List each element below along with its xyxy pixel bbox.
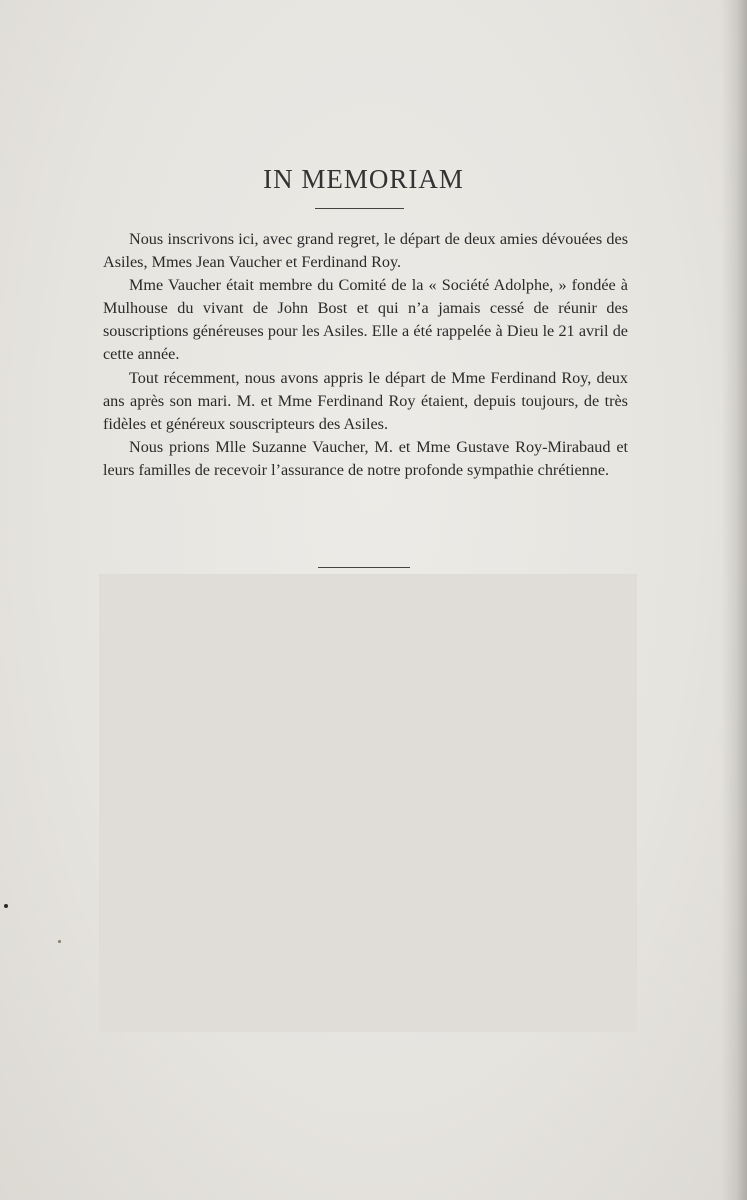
blank-image-area (99, 574, 637, 1032)
memoriam-text (103, 228, 628, 482)
paragraph-2: Mme Vaucher était membre du Comité de la « Société Adolphe, » fondée à Mulhouse du vivant de John Bost et qui n’a jamais cessé de réunir des souscriptions généreuses pour les Asiles. Elle a été rappelée à Dieu le 21 avril de cette année. (103, 276, 628, 364)
ink-speck (4, 904, 8, 908)
title-divider (315, 208, 404, 209)
paragraph-1: Nous inscrivons ici, avec grand regret, le départ de deux amies dévouées des Asiles, Mmes Jean Vaucher et Ferdinand Roy. (103, 230, 628, 272)
closing-divider (318, 567, 410, 568)
ink-speck (58, 940, 61, 943)
page-title: IN MEMORIAM (263, 164, 464, 194)
paragraph-4: Nous prions Mlle Suzanne Vaucher, M. et Mme Gustave Roy-Mirabaud et leurs familles de recevoir l’assurance de notre profonde sympathie chrétienne. (103, 437, 628, 479)
paragraph-3: Tout récemment, nous avons appris le départ de Mme Ferdinand Roy, deux ans après son mari. M. et Mme Ferdinand Roy étaient, depuis toujours, de très fidèles et généreux souscripteurs des Asiles. (103, 368, 628, 433)
